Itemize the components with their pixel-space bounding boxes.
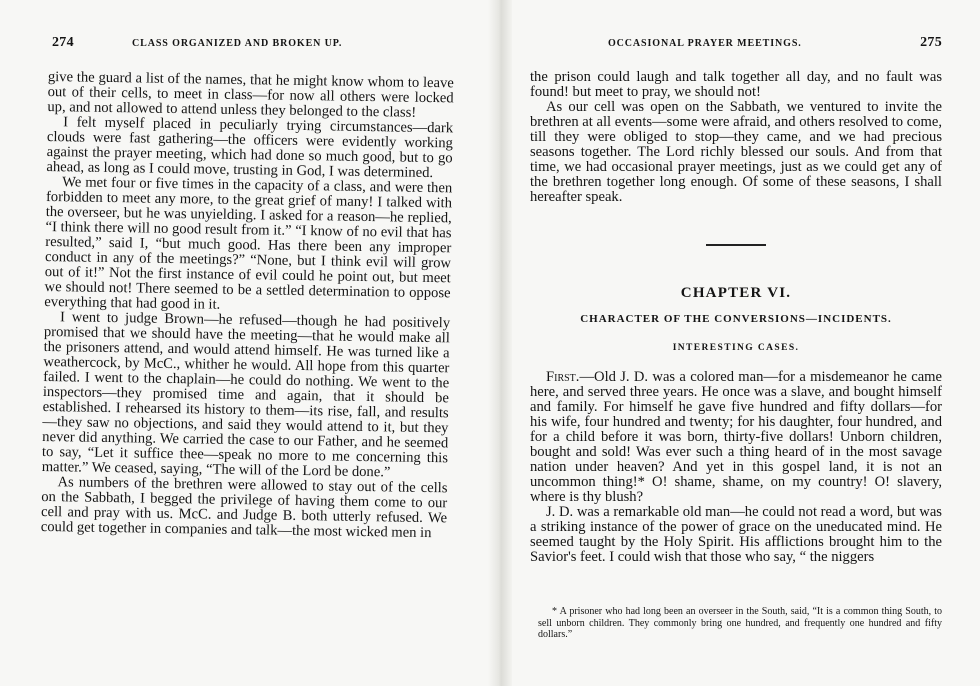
paragraph: I felt myself placed in peculiarly trying circumstances—dark clouds were fast gathering—the officers were evidently working against the prayer meeting, which had done so much good, but to go ahead, as long as I could move, trusting in God, I was determined. [46,114,454,182]
right-page-chapter-body [530,370,942,565]
right-running-head [530,35,942,56]
paragraph: As numbers of the brethren were allowed to stay out of the cells on the Sabbath, I begged the privilege of having them come to our cell and pray with us. McC. and Judge B. both utterly refused. We could get together in companies and talk—the most wicked men in [40,474,448,542]
paragraph [530,370,942,505]
paragraph-text: —Old J. D. was a colored man—for a misdemeanor he came here, and served three years. He once was a slave, and bought himself and family. For himself he gave five hundred and fifty dollars—for his wife, four hundred and twenty; for his daughter, four hundred, and for a child before it was born, thirty-five dollars! Unborn children, bought and sold! Was ever such a thing heard of in the most savage nation under heaven? And yet in this gospel land, it is not an uncommon thing!* O! shame, shame, on my country! O! slavery, where is thy blush? [530,369,942,505]
paragraph: I went to judge Brown—he refused—though he had positively promised that we should have the meeting—that he would make all the prisoners attend, and would attend himself. He was turned like a weathercock, by McC., whither he would. All hope from this quarter failed. I went to the chaplain—he could do nothing. We went to the inspectors—they promised time and again, that it should be established. I rehearsed its history to them—its rise, fall, and results—they saw no objections, and said they would attend to it, but they never did anything. We carried the case to our Father, and he seemed to say, “Let it suffice thee—speak no more to me concerning this matter.” We ceased, saying, “The will of the Lord be done.” [41,309,451,481]
right-page-number: 275 [920,35,942,50]
left-running-title: CLASS ORGANIZED AND BROKEN UP. [132,38,343,49]
right-page-top-body [530,70,942,205]
book-gutter [488,0,512,686]
left-page-number: 274 [52,35,74,50]
paragraph: give the guard a list of the names, that he might know whom to leave out of their cells, to meet in class—for now all others were locked up, and not allowed to attend unless they belonged to the class! [47,69,454,121]
section-divider [706,244,766,246]
chapter-title: CHARACTER OF THE CONVERSIONS—INCIDENTS. [580,313,892,325]
paragraph: We met four or five times in the capacity of a class, and were then forbidden to meet any more, to the great grief of many! I talked with the overseer, but he was unyielding. I asked for a reason—he replied, “I think there will no good result from it.” “I know of no evil that has resulted,” said I, “but much good. Has there been any improper conduct in any of the meetings?” “None, but I think evil will grow out of it!” Not the first instance of evil could he point out, but meet we should not! There seemed to be a settled determination to oppose everything that had good in it. [44,174,453,313]
paragraph: the prison could laugh and talk together all day, and no fault was found! but meet to pray, we should not! [530,69,942,100]
paragraph: As our cell was open on the Sabbath, we ventured to invite the brethren at all events—some were afraid, and others resolved to come, till they were obliged to stop—they came, and we had precious seasons together. The Lord richly blessed our souls. And from that time, we had occasional prayer meetings, just as we could get any of the brethren together long enough. Of some of these seasons, I shall hereafter speak. [530,99,942,205]
paragraph: J. D. was a remarkable old man—he could not read a word, but was a striking instance of the power of grace on the uneducated mind. He seemed taught by the Holy Spirit. His afflictions brought him to the Savior's feet. I could wish that those who say, “ the niggers [530,504,942,565]
section-lead: First. [546,369,580,385]
footnote-text: * A prisoner who had long been an overseer in the South, said, “It is a common thing South, to sell unborn children. They commonly bring one hundred, and frequently one hundred and fifty dollars.” [538,606,942,640]
footnote [538,606,942,641]
left-page-body [41,70,454,541]
chapter-subtitle: INTERESTING CASES. [672,343,800,353]
chapter-number: CHAPTER VI. [680,285,792,301]
right-running-title: OCCASIONAL PRAYER MEETINGS. [608,38,802,49]
left-running-head [48,35,454,56]
